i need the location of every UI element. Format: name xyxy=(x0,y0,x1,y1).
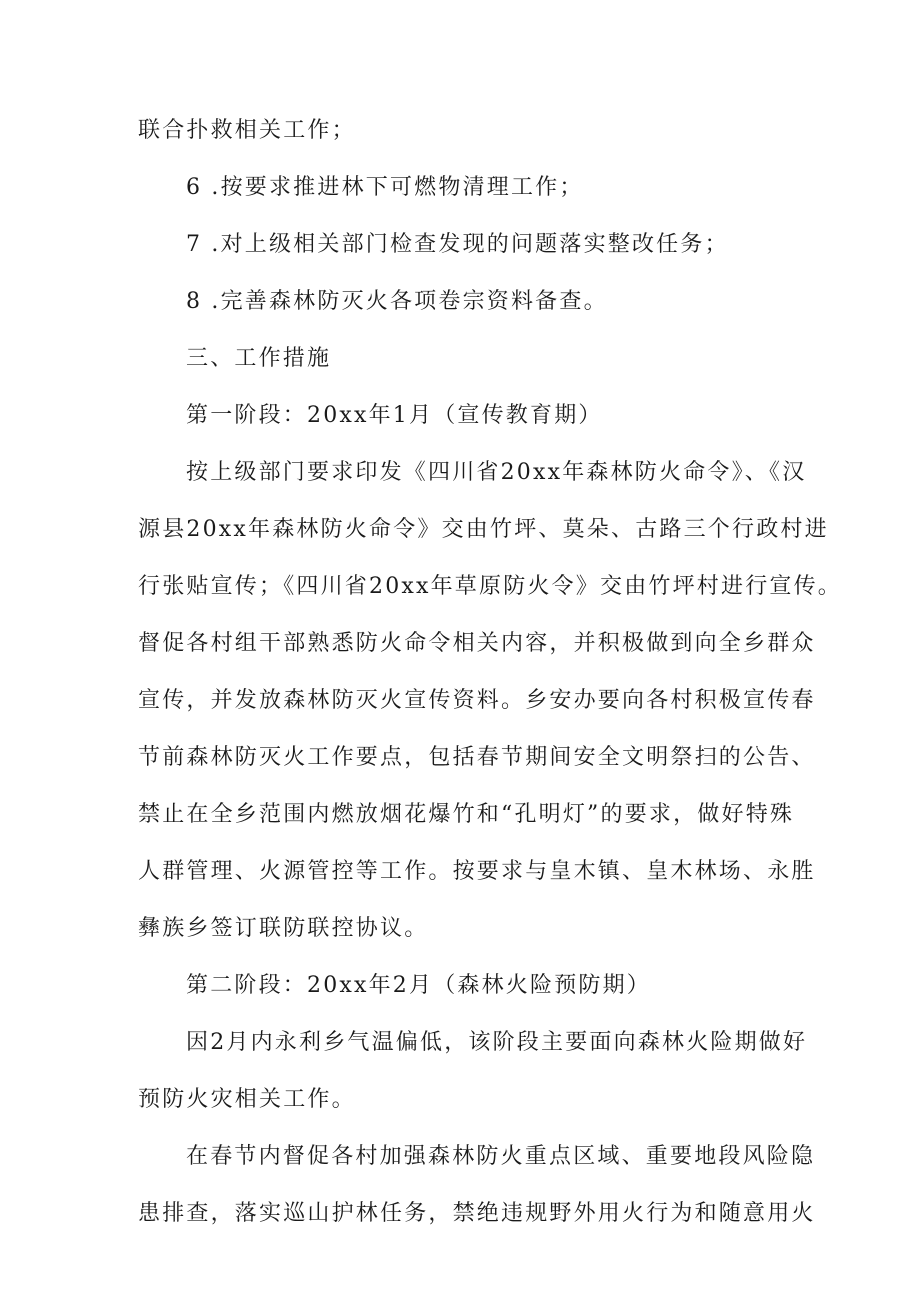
text-line-1: 联合扑救相关工作； xyxy=(138,118,356,143)
paragraph-line: 人群管理、火源管控等工作。按要求与皇木镇、皇木林场、永胜 xyxy=(138,859,816,884)
paragraph-line: 行张贴宣传；《四川省20xx年草原防火令》交由竹坪村进行宣传。 xyxy=(138,574,843,599)
paragraph-line: 督促各村组干部熟悉防火命令相关内容，并积极做到向全乡群众 xyxy=(138,631,816,656)
list-item-8: 8 .完善森林防灭火各项卷宗资料备查。 xyxy=(186,289,608,314)
paragraph-line: 源县20xx年森林防火命令》交由竹坪、莫朵、古路三个行政村进 xyxy=(138,517,829,542)
paragraph-line: 在春节内督促各村加强森林防火重点区域、重要地段风险隐 xyxy=(186,1144,816,1169)
paragraph-line: 按上级部门要求印发《四川省20xx年森林防火命令》、《汉 xyxy=(186,460,807,485)
paragraph-line: 宣传，并发放森林防灭火宣传资料。乡安办要向各村积极宣传春 xyxy=(138,688,816,713)
phase-2-heading: 第二阶段：20xx年2月（森林火险预防期） xyxy=(186,973,652,998)
paragraph-line: 因2月内永利乡气温偏低，该阶段主要面向森林火险期做好 xyxy=(186,1030,808,1055)
paragraph-line: 预防火灾相关工作。 xyxy=(138,1087,356,1112)
section-heading: 三、工作措施 xyxy=(186,346,332,371)
list-item-7: 7 .对上级相关部门检查发现的问题落实整改任务； xyxy=(186,232,729,257)
paragraph-line: 节前森林防灭火工作要点，包括春节期间安全文明祭扫的公告、 xyxy=(138,745,816,770)
list-item-6: 6 .按要求推进林下可燃物清理工作； xyxy=(186,175,584,200)
paragraph-line: 禁止在全乡范围内燃放烟花爆竹和“孔明灯”的要求，做好特殊 xyxy=(138,802,795,827)
phase-1-heading: 第一阶段：20xx年1月（宣传教育期） xyxy=(186,403,603,428)
paragraph-line: 患排查，落实巡山护林任务，禁绝违规野外用火行为和随意用火 xyxy=(138,1201,816,1226)
paragraph-line: 彝族乡签订联防联控协议。 xyxy=(138,916,429,941)
